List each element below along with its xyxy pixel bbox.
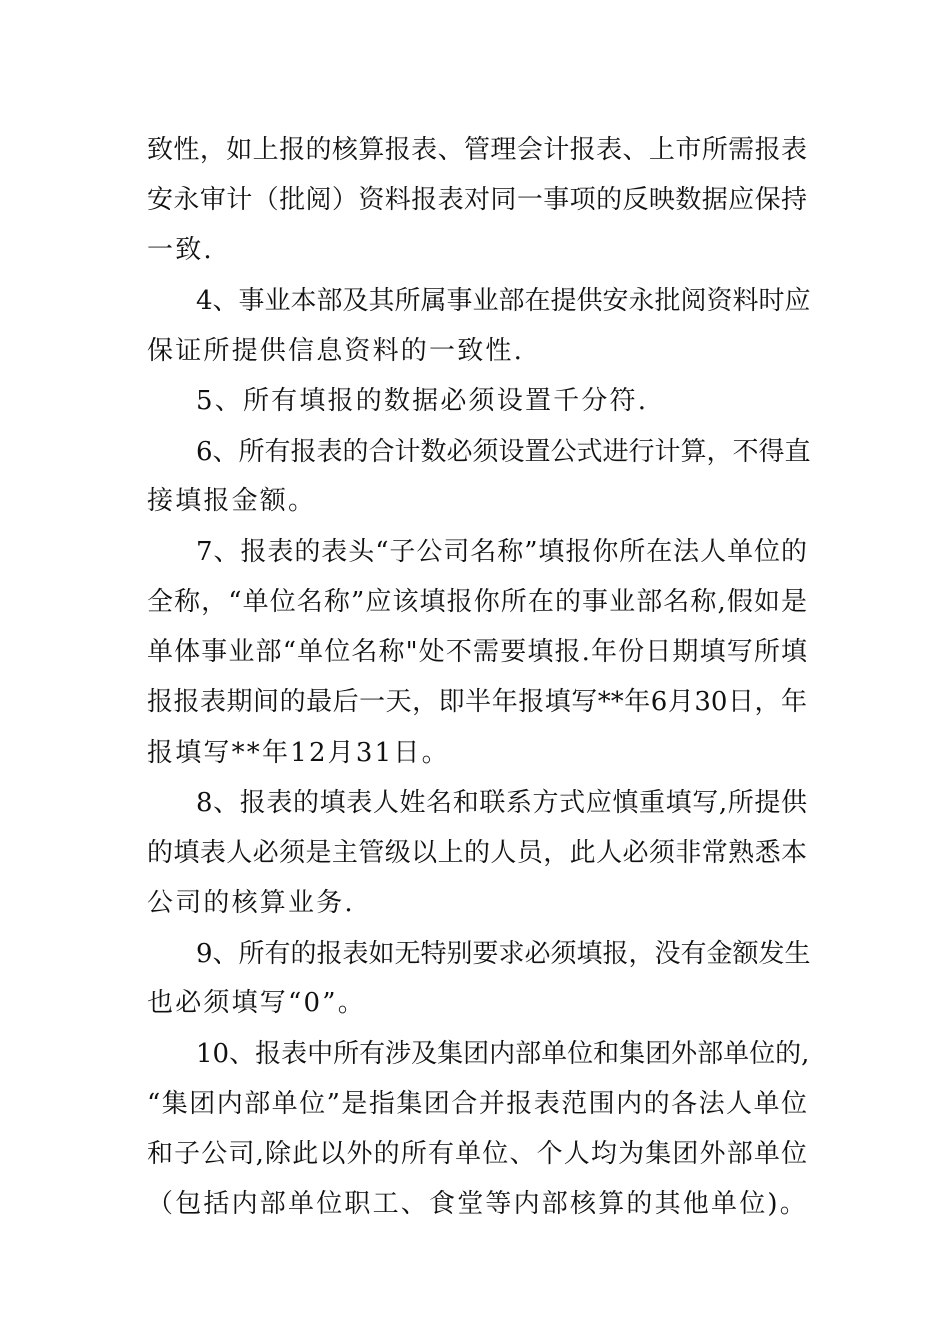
- text-line: 报填写**年12月31日。: [147, 738, 450, 768]
- text-line: 9、所有的报表如无特别要求必须填报，没有金额发生: [196, 939, 811, 969]
- text-line: 5、所有填报的数据必须设置千分符.: [196, 386, 649, 416]
- text-line: 一致.: [147, 235, 214, 265]
- text-line: 安永审计（批阅）资料报表对同一事项的反映数据应保持: [147, 185, 807, 215]
- text-line: 单体事业部“单位名称"处不需要填报.年份日期填写所填: [147, 637, 807, 667]
- text-line: 全称，“单位名称”应该填报你所在的事业部名称,假如是: [147, 587, 807, 617]
- text-line: 也必须填写“0”。: [147, 988, 366, 1018]
- text-line: 公司的核算业务.: [147, 888, 355, 918]
- text-line: 7、报表的表头“子公司名称”填报你所在法人单位的: [196, 537, 807, 567]
- text-line: 的填表人必须是主管级以上的人员，此人必须非常熟悉本: [147, 838, 807, 868]
- text-line: 6、所有报表的合计数必须设置公式进行计算，不得直: [196, 437, 811, 467]
- text-line: 接填报金额。: [147, 486, 317, 516]
- text-line: 和子公司,除此以外的所有单位、个人均为集团外部单位: [147, 1139, 807, 1169]
- text-line: 8、报表的填表人姓名和联系方式应慎重填写,所提供: [196, 788, 807, 818]
- text-line: “集团内部单位”是指集团合并报表范围内的各法人单位: [147, 1089, 807, 1119]
- text-line: 报报表期间的最后一天，即半年报填写**年6月30日，年: [147, 687, 807, 717]
- text-line: 10、报表中所有涉及集团内部单位和集团外部单位的,: [196, 1039, 810, 1069]
- text-line: 4、事业本部及其所属事业部在提供安永批阅资料时应: [196, 286, 811, 316]
- text-line: 致性，如上报的核算报表、管理会计报表、上市所需报表: [147, 135, 807, 165]
- text-line: 保证所提供信息资料的一致性.: [147, 336, 525, 366]
- text-line: （包括内部单位职工、食堂等内部核算的其他单位)。: [147, 1189, 808, 1219]
